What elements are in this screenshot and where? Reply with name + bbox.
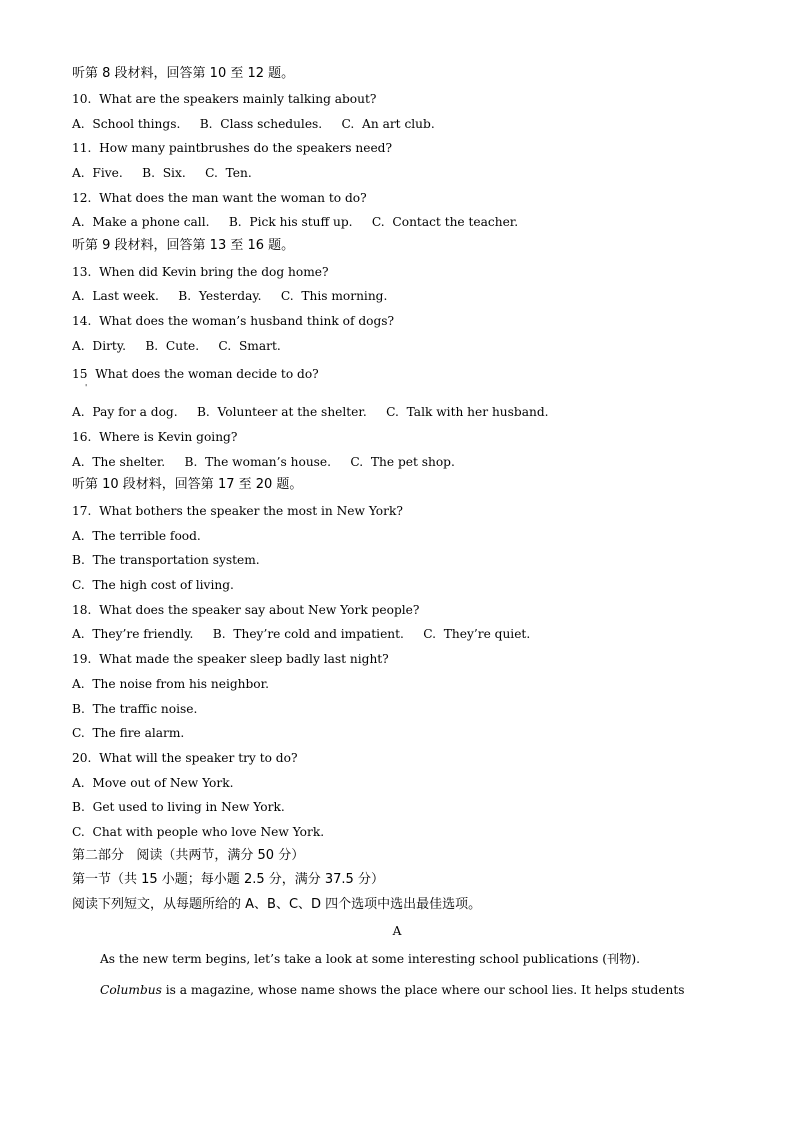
question-18: 18. What does the speaker say about New York people? <box>72 603 420 617</box>
question-20: 20. What will the speaker try to do? <box>72 751 298 765</box>
question-15-options: A. Pay for a dog. B. Volunteer at the shelter. C. Talk with her husband. <box>72 405 549 419</box>
part2-heading: 第二部分 阅读（共两节，满分 50 分） <box>72 848 305 863</box>
question-17-option-b: B. The transportation system. <box>72 553 260 567</box>
question-20-option-a: A. Move out of New York. <box>72 776 234 790</box>
section10-heading: 听第 10 段材料，回答第 17 至 20 题。 <box>72 477 303 492</box>
question-15: 15 What does the woman decide to do? <box>72 367 319 381</box>
question-10-options: A. School things. B. Class schedules. C. An art club. <box>72 117 435 131</box>
question-19-option-b: B. The traffic noise. <box>72 702 198 716</box>
passage-paragraph-2 <box>100 982 685 998</box>
question-12-options: A. Make a phone call. B. Pick his stuff up. C. Contact the teacher. <box>72 215 519 229</box>
passage-paragraph-2-text: is a magazine, whose name shows the place where our school lies. It helps students <box>161 983 685 997</box>
part2-instructions: 阅读下列短文，从每题所给的 A、B、C、D 四个选项中选出最佳选项。 <box>72 897 482 912</box>
magazine-title: Columbus <box>100 983 162 997</box>
question-11-options: A. Five. B. Six. C. Ten. <box>72 166 252 180</box>
question-19-option-a: A. The noise from his neighbor. <box>72 677 270 691</box>
question-20-option-b: B. Get used to living in New York. <box>72 800 285 814</box>
stray-mark: ' <box>85 383 88 392</box>
question-12: 12. What does the man want the woman to do? <box>72 191 367 205</box>
question-14: 14. What does the woman’s husband think of dogs? <box>72 314 395 328</box>
question-19: 19. What made the speaker sleep badly last night? <box>72 652 389 666</box>
question-16-options: A. The shelter. B. The woman’s house. C. The pet shop. <box>72 455 455 469</box>
question-11: 11. How many paintbrushes do the speakers need? <box>72 141 393 155</box>
question-13: 13. When did Kevin bring the dog home? <box>72 265 329 279</box>
question-14-options: A. Dirty. B. Cute. C. Smart. <box>72 339 281 353</box>
section8-heading: 听第 8 段材料，回答第 10 至 12 题。 <box>72 66 295 81</box>
question-17-option-a: A. The terrible food. <box>72 529 201 543</box>
question-20-option-c: C. Chat with people who love New York. <box>72 825 325 839</box>
question-16: 16. Where is Kevin going? <box>72 430 238 444</box>
question-19-option-c: C. The fire alarm. <box>72 726 185 740</box>
question-10: 10. What are the speakers mainly talking about? <box>72 92 377 106</box>
passage-paragraph-1: As the new term begins, let’s take a look at some interesting school publications (刊物). <box>100 952 641 966</box>
passage-label: A <box>392 924 402 938</box>
part2-section1-heading: 第一节（共 15 小题；每小题 2.5 分，满分 37.5 分） <box>72 872 384 887</box>
section9-heading: 听第 9 段材料，回答第 13 至 16 题。 <box>72 238 295 253</box>
question-17: 17. What bothers the speaker the most in New York? <box>72 504 403 518</box>
question-13-options: A. Last week. B. Yesterday. C. This morning. <box>72 289 388 303</box>
question-18-options: A. They’re friendly. B. They’re cold and impatient. C. They’re quiet. <box>72 627 531 641</box>
question-17-option-c: C. The high cost of living. <box>72 578 234 592</box>
